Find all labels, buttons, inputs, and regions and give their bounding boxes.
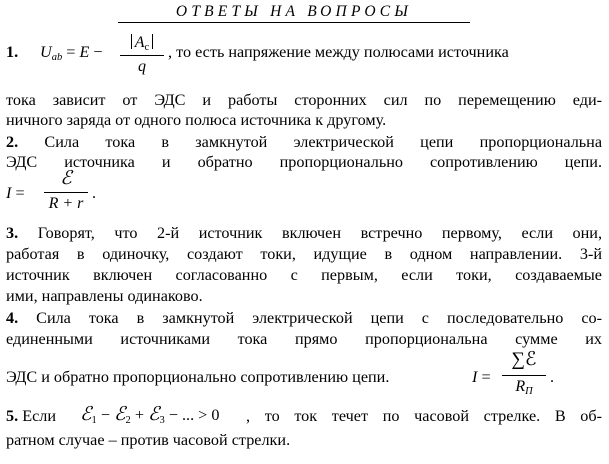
formula-1-fraction [120, 34, 164, 78]
abs-bar-right [152, 34, 153, 49]
formula-4-numerator: ∑ℰ [511, 349, 537, 370]
formula-5-sub1: 1 [91, 415, 97, 426]
formula-1-minus: − [93, 43, 103, 61]
answer-3-text-line-3: источник включен согласованно с первым, если токи, создаваемые [6, 266, 602, 284]
formula-5-e1: ℰ [80, 404, 92, 425]
formula-2-fraction-bar [44, 192, 88, 193]
formula-4-period: . [550, 368, 555, 386]
formula-4-r: R [515, 378, 526, 395]
formula-5-sub3: 3 [159, 415, 165, 426]
formula-1-numerator [120, 34, 164, 57]
formula-5 [80, 405, 219, 431]
answer-1-text-line-2: тока зависит от ЭДС и работы сторонних сил по перемещению еди- [6, 91, 602, 109]
answer-2-first-line [6, 132, 602, 152]
formula-5-sub2: 2 [125, 415, 131, 426]
formula-2-denominator: R + r [48, 195, 84, 212]
answer-4-number: 4. [6, 309, 19, 327]
formula-5-e2: ℰ [114, 404, 126, 425]
formula-1-denominator: q [138, 58, 146, 75]
answer-1-text-line-3: ничного заряда от одного полюса источника к другому. [6, 111, 387, 129]
title-underline [118, 22, 470, 23]
formula-1-a-sub: с [144, 42, 150, 53]
answer-1-number: 1. [6, 43, 19, 61]
formula-2-numerator: ℰ [60, 168, 72, 189]
formula-2-fraction [44, 168, 88, 215]
answer-2-text-line-1: Сила тока в замкнутой электрической цепи пропорциональна [44, 133, 603, 151]
formula-1-equals: = [66, 43, 76, 61]
answer-1-lhs [40, 42, 103, 68]
section-title: ОТВЕТЫ НА ВОПРОСЫ [175, 3, 413, 20]
formula-5-op1: − [96, 406, 114, 424]
formula-1-a: A [134, 34, 145, 51]
formula-1-e: E [79, 43, 90, 61]
answer-3-text-line-1: Говорят, что 2-й источник включен встречно первому, если они, [37, 224, 603, 242]
answer-4-text-line-1: Сила тока в замкнутой электрической цепи с последовательно со- [36, 309, 603, 327]
formula-5-tail: − ... > 0 [164, 406, 220, 424]
formula-4-equals: = [481, 368, 491, 386]
abs-bar-left [131, 34, 132, 49]
formula-2-period: . [92, 184, 97, 202]
formula-4-i: I [472, 368, 478, 386]
answer-3-first-line [6, 223, 602, 243]
formula-1-fraction-bar [120, 55, 164, 56]
formula-4-r-sub: П [525, 386, 533, 397]
answer-1-text-line-1: , то есть напряжение между полюсами источника [168, 43, 509, 61]
formula-2-equals: = [15, 184, 25, 202]
formula-4-fraction-bar [502, 375, 546, 376]
answer-5-intro: Если [22, 407, 57, 425]
answer-3-text-line-4: ими, направлены одинаково. [6, 287, 203, 305]
formula-5-e3: ℰ [148, 404, 160, 425]
formula-4-denominator [502, 378, 546, 401]
answer-4-text-line-2: единенными источниками тока прямо пропорциональна сумме их [6, 330, 602, 348]
answer-4-first-line [6, 308, 602, 328]
answer-5-text-line-2: ратном случае – против часовой стрелки. [6, 431, 291, 449]
formula-1-u: U [40, 43, 52, 61]
answer-4-text-line-3: ЭДС и обратно пропорционально сопротивлению цепи. [6, 368, 390, 386]
answer-3-text-line-2: работая в одиночку, создают токи, идущие в одном направлении. 3-й [6, 245, 602, 263]
answer-3-number: 3. [6, 224, 19, 242]
answer-5-number: 5. [6, 407, 19, 425]
answer-5-first-line [6, 406, 56, 426]
formula-2-lhs [6, 183, 25, 203]
formula-4-lhs [472, 367, 491, 387]
formula-1-u-sub: ab [51, 52, 63, 63]
formula-2-i: I [6, 184, 12, 202]
formula-5-op2: + [130, 406, 148, 424]
answer-2-text-line-2: ЭДС источника и обратно пропорционально сопротивлению цепи. [6, 153, 602, 171]
answer-5-text-line-1: , то ток течет по часовой стрелке. В об- [246, 407, 602, 425]
formula-4-fraction [502, 349, 546, 402]
answer-1-formula-line [6, 42, 18, 62]
answer-2-number: 2. [6, 133, 19, 151]
